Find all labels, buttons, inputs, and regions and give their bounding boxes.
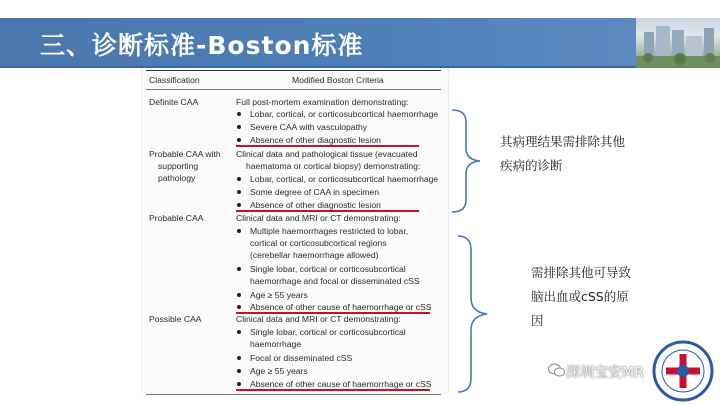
bullet-dot xyxy=(237,330,241,334)
header-classification: Classification xyxy=(149,75,200,85)
row-probable-classification: Probable CAA xyxy=(149,213,204,223)
row-possible-bullet: Age ≥ 55 years xyxy=(250,366,308,376)
red-underline xyxy=(236,145,419,147)
title-banner xyxy=(0,18,640,68)
row-possible-bullet: Single lobar, cortical or corticosubcortical xyxy=(250,327,406,337)
bullet-dot xyxy=(237,203,241,207)
row-probable-path-bullet: Absence of other diagnostic lesion xyxy=(250,200,381,210)
note-line: 其病理结果需排除其他 xyxy=(500,134,626,149)
note-line: 脑出血或cSS的原 xyxy=(531,289,629,304)
table-top-rule xyxy=(146,70,441,71)
row-probable-path-intro: haematoma or cortical biopsy) demonstrating: xyxy=(246,161,421,171)
row-probable-bullet: (cerebellar haemorrhage allowed) xyxy=(250,250,379,260)
note-exclusion xyxy=(531,261,631,333)
bullet-dot xyxy=(237,112,241,116)
bullet-dot xyxy=(237,190,241,194)
watermark-text: 深圳宝安MR xyxy=(566,365,644,381)
bullet-dot xyxy=(237,305,241,309)
bullet-dot xyxy=(237,125,241,129)
row-definite-bullet: Lobar, cortical, or corticosubcortical haemorrhage xyxy=(250,109,439,119)
bullet-dot xyxy=(237,138,241,142)
table-bottom-rule xyxy=(146,394,441,395)
row-definite-intro: Full post-mortem examination demonstrating: xyxy=(236,97,409,107)
row-definite-bullet: Severe CAA with vasculopathy xyxy=(250,122,368,132)
row-probable-bullet: Multiple haemorrhages restricted to lobar, xyxy=(250,226,409,236)
bullet-dot xyxy=(237,267,241,271)
hospital-seal-logo xyxy=(652,340,714,402)
red-underline xyxy=(236,389,430,391)
row-definite-classification: Definite CAA xyxy=(149,97,199,107)
row-probable-bullet: haemorrhage and focal or disseminated cSS xyxy=(250,276,420,286)
row-probable-path-classification: supporting xyxy=(158,161,199,171)
row-probable-path-classification: pathology xyxy=(158,173,196,183)
row-probable-intro: Clinical data and MRI or CT demonstrating: xyxy=(236,213,401,223)
note-line: 需排除其他可导致 xyxy=(531,265,632,280)
header-criteria: Modified Boston Criteria xyxy=(292,75,384,85)
table-header-rule xyxy=(146,89,441,90)
row-possible-bullet: Focal or disseminated cSS xyxy=(250,353,353,363)
bullet-dot xyxy=(237,177,241,181)
row-probable-bullet: Age ≥ 55 years xyxy=(250,290,308,300)
row-probable-path-classification: Probable CAA with xyxy=(149,149,221,159)
row-possible-bullet: haemorrhage xyxy=(250,339,302,349)
bullet-dot xyxy=(237,229,241,233)
bullet-dot xyxy=(237,382,241,386)
wechat-icon xyxy=(548,363,565,377)
bullet-dot xyxy=(237,369,241,373)
bullet-dot xyxy=(237,293,241,297)
row-possible-bullet: Absence of other cause of haemorrhage or cSS xyxy=(250,379,432,389)
right-brace-icon xyxy=(448,108,488,214)
row-probable-path-intro: Clinical data and pathological tissue (evacuated xyxy=(236,149,418,159)
bullet-dot xyxy=(237,356,241,360)
note-pathology xyxy=(500,130,625,178)
note-line: 疾病的诊断 xyxy=(500,158,563,173)
row-probable-path-bullet: Lobar, cortical, or corticosubcortical haemorrhage xyxy=(250,174,439,184)
row-probable-bullet: cortical or corticosubcortical regions xyxy=(250,238,387,248)
note-line: 因 xyxy=(531,313,544,328)
row-probable-bullet: Single lobar, cortical or corticosubcortical xyxy=(250,264,406,274)
row-possible-classification: Possible CAA xyxy=(149,314,202,324)
row-probable-path-bullet: Some degree of CAA in specimen xyxy=(250,187,379,197)
right-brace-icon xyxy=(455,234,493,394)
row-definite-bullet: Absence of other diagnostic lesion xyxy=(250,135,381,145)
row-possible-intro: Clinical data and MRI or CT demonstrating: xyxy=(236,314,401,324)
hospital-photo xyxy=(636,18,720,68)
slide-title: 三、诊断标准-Boston标准 xyxy=(40,31,364,60)
row-probable-bullet: Absence of other cause of haemorrhage or cSS xyxy=(250,302,432,312)
